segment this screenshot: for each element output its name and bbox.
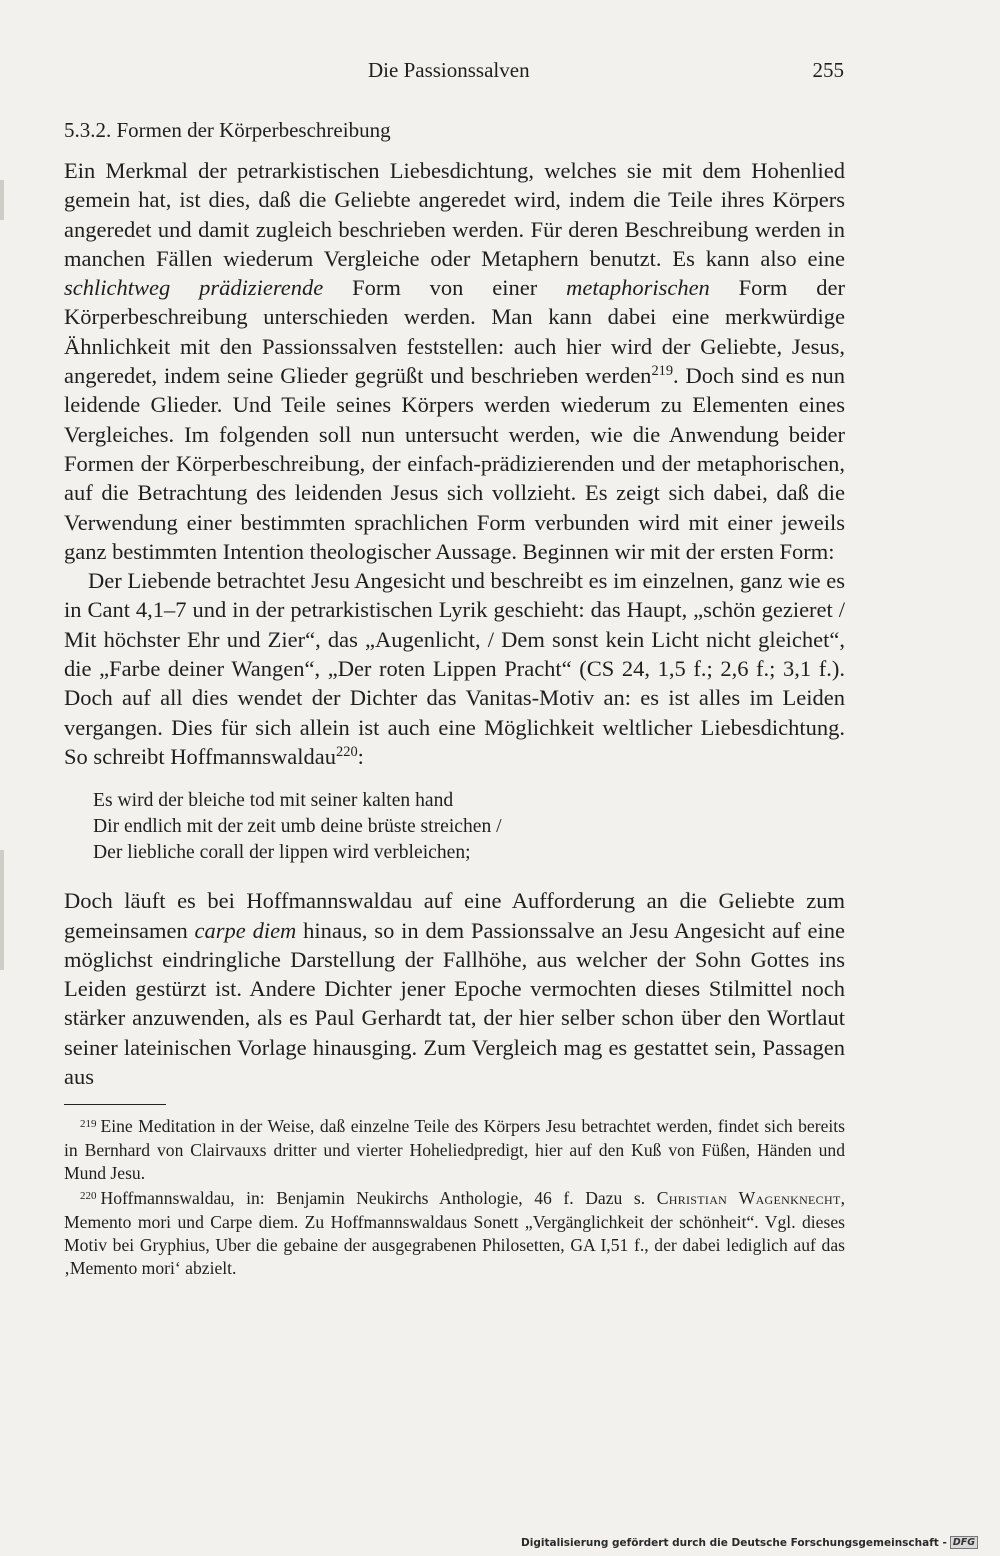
footnote-divider xyxy=(64,1104,166,1105)
dfg-logo: DFG xyxy=(950,1536,978,1549)
paragraph-1 xyxy=(64,156,845,566)
poem-line: Dir endlich mit der zeit umb deine brüste streichen / xyxy=(93,816,502,838)
paragraph-1-text: Form von einer xyxy=(323,275,567,301)
paragraph-3 xyxy=(64,886,845,1091)
footnote-text: Eine Meditation in der Weise, daß einzelne Teile des Körpers Jesu betrachtet werden, findet sich bereits in Bernhard von Clairvauxs dritter und vierter Hoheliedpredigt, hier auf den Kuß von Füßen, Händen und Mund Jesu. xyxy=(64,1116,845,1183)
footnote-text: Hoffmannswaldau, in: Benjamin Neukirchs Anthologie, 46 f. Dazu s. xyxy=(100,1188,657,1209)
emphasis-carpe-diem: carpe diem xyxy=(194,917,297,943)
author-name-smallcaps: Christian Wagenknecht xyxy=(656,1188,841,1209)
footnote-220 xyxy=(64,1187,845,1280)
main-text xyxy=(64,116,845,1282)
paragraph-3-text: Doch läuft es bei Hoffmannswaldau auf eine Aufforderung an die Geliebte zum gemeinsamen xyxy=(64,888,845,943)
footnote-219 xyxy=(64,1115,845,1185)
footnote-number: 220 xyxy=(80,1190,97,1203)
footnote-ref-220[interactable]: 220 xyxy=(336,744,358,761)
page-number: 255 xyxy=(812,58,844,82)
paragraph-3-text: hinaus, so in dem Passionssalve an Jesu Angesicht auf eine möglichst eindringliche Darstellung der Fallhöhe, aus welcher der Sohn Gottes ins Leiden gestürzt ist. Andere Dichter jener Epoche vermochten dieses Stilmittel noch stärker anzuwenden, als es Paul Gerhardt tat, der hier selber schon über den Wortlaut seiner lateinischen Vorlage hinausging. Zum Vergleich mag es gestattet sein, Passagen aus xyxy=(64,917,845,1090)
paragraph-2-text: Der Liebende betrachtet Jesu Angesicht und beschreibt es im einzelnen, ganz wie es in Cant 4,1–7 und in der petrarkistischen Lyrik geschieht: das Haupt, „schön gezieret / Mit höchster Ehr und Zier“, das „Augenlicht, / Dem sonst kein Licht nicht gleichet“, die „Farbe deiner Wangen“, „Der roten Lippen Pracht“ (CS 24, 1,5 f.; 2,6 f.; 3,1 f.). Doch auf all dies wendet der Dichter das Vanitas-Motiv an: es ist alles im Leiden vergangen. Dies für sich allein ist auch eine Möglichkeit weltlicher Liebesdichtung. So schreibt Hoffmannswaldau xyxy=(64,568,845,769)
paragraph-1-text: Ein Merkmal der petrarkistischen Liebesdichtung, welches sie mit dem Hohenlied gemein hat, ist dies, daß die Geliebte angeredet wird, indem die Teile ihres Körpers angeredet und damit zugleich beschrieben werden. Für deren Beschreibung werden in manchen Fällen wiederum Vergleiche oder Metaphern benutzt. Es kann also eine xyxy=(64,158,845,271)
footnote-ref-219[interactable]: 219 xyxy=(651,363,674,380)
section-heading: 5.3.2. Formen der Körperbeschreibung xyxy=(64,118,391,142)
poem-quote xyxy=(93,788,845,866)
running-title: Die Passionssalven xyxy=(368,58,530,82)
scan-edge-mark xyxy=(0,180,4,220)
footnote-text: , Memento mori und Carpe diem. Zu Hoffmannswaldaus Sonett „Vergänglichkeit der schönheit“. Vgl. dieses Motiv bei Gryphius, Uber die gebaine der ausgegrabenen Philosetten, GA I,51 f., der dabei lediglich auf das ‚Memento mori‘ abzielt. xyxy=(64,1188,845,1279)
emphasis-metaphorischen: metaphorischen xyxy=(566,275,710,301)
digitization-text: Digitalisierung gefördert durch die Deutsche Forschungsgemeinschaft - xyxy=(521,1536,947,1549)
footnote-number: 219 xyxy=(80,1118,97,1131)
paragraph-2 xyxy=(64,566,845,771)
paragraph-2-text: : xyxy=(357,743,364,769)
paragraph-1-text: Form der Körperbeschreibung unterschieden werden. Man kann dabei eine merkwürdige Ähnlichkeit mit den Passionssalven feststellen: auch hier wird der Geliebte, Jesus, angeredet, indem seine Glieder gegrüßt und beschrieben werden xyxy=(64,275,845,389)
running-header xyxy=(0,58,1000,88)
digitization-notice xyxy=(521,1536,978,1549)
scan-edge-mark xyxy=(0,850,4,970)
poem-line: Es wird der bleiche tod mit seiner kalten hand xyxy=(93,790,454,812)
emphasis-schlichtweg: schlichtweg prädizierende xyxy=(64,275,324,301)
paragraph-1-text: . Doch sind es nun leidende Glieder. Und Teile seines Körpers werden wiederum zu Elementen eines Vergleiches. Im folgenden soll nun untersucht werden, wie die Anwendung beider Formen der Körperbeschreibung, der einfach-prädizierenden und der metaphorischen, auf die Betrachtung des leidenden Jesus sich vollzieht. Es zeigt sich dabei, daß die Verwendung einer bestimmten sprachlichen Form verbunden wird mit einer jeweils ganz bestimmten Intention theologischer Aussage. Beginnen wir mit der ersten Form: xyxy=(64,363,845,564)
poem-line: Der liebliche corall der lippen wird verbleichen; xyxy=(93,842,471,864)
